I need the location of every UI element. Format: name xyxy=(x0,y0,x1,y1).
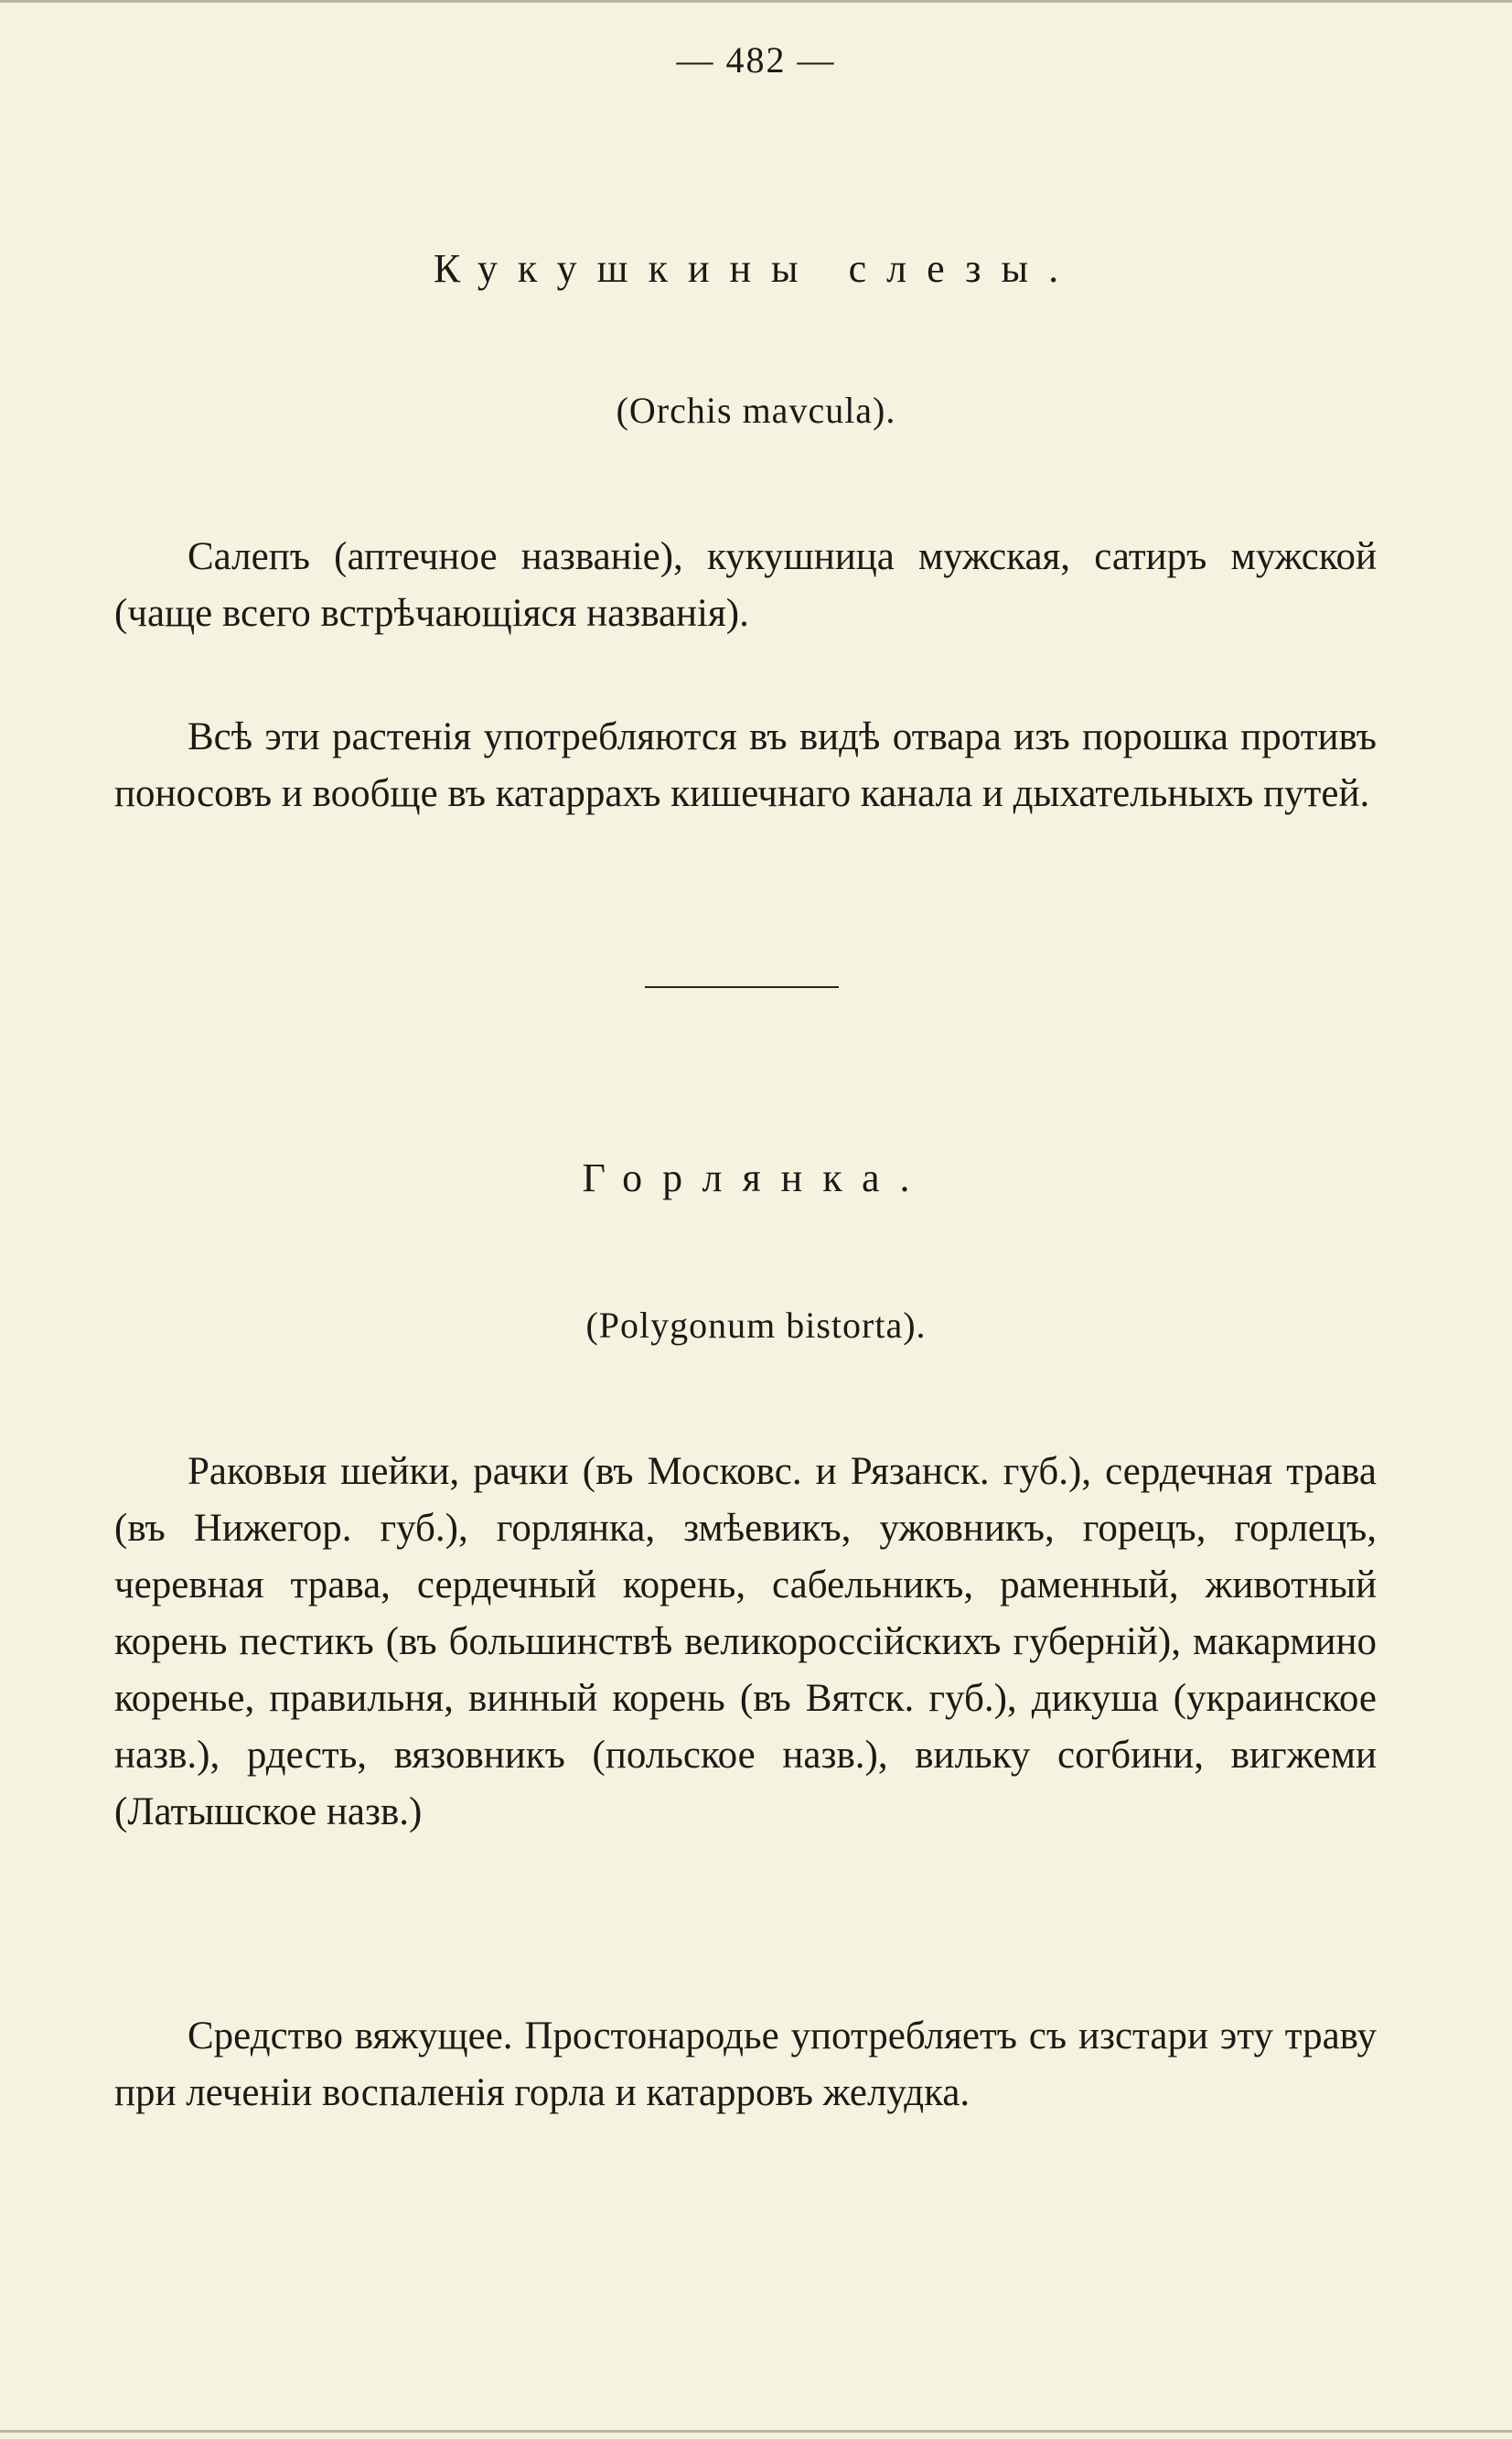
page-number: — 482 — xyxy=(676,39,836,81)
scan-edge-bottom xyxy=(0,2430,1512,2433)
latin-name-orchis: (Orchis mavcula). xyxy=(616,390,896,431)
section-title-orchis: Кукушкины слезы. xyxy=(433,246,1079,291)
paragraph-polygonum-names: Раковыя шейки, рачки (въ Московс. и Рязанск. губ.), сердечная трава (въ Нижегор. губ.), горлянка, змѣевикъ, ужовникъ, горецъ, горлецъ, черевная трава, сердечный корень, сабельникъ, раменный, животный корень пестикъ (въ большинствѣ великороссійскихъ губерній), макармино коренье, правильня, винный корень (въ Вятск. губ.), дикуша (украинское назв.), рдесть, вязовникъ (польское назв.), вильку согбини, вигжеми (Латышское назв.) xyxy=(114,1450,1377,1833)
paragraph-orchis-use: Всѣ эти растенія употребляются въ видѣ отвара изъ порошка противъ поносовъ и вообще въ катаррахъ кишечнаго канала и дыхательныхъ путей. xyxy=(114,715,1377,815)
section-divider xyxy=(645,986,839,988)
scan-edge-top xyxy=(0,0,1512,3)
paragraph-orchis-names: Салепъ (аптечное названіе), кукушница мужская, сатиръ мужской (чаще всего встрѣчающіяся названія). xyxy=(114,535,1377,635)
section-title-polygonum: Горлянка. xyxy=(582,1155,930,1200)
latin-name-polygonum: (Polygonum bistorta). xyxy=(585,1305,927,1346)
paragraph-polygonum-use: Средство вяжущее. Простонародье употребляетъ съ изстари эту траву при леченіи воспаленія горла и катарровъ желудка. xyxy=(114,2015,1377,2114)
